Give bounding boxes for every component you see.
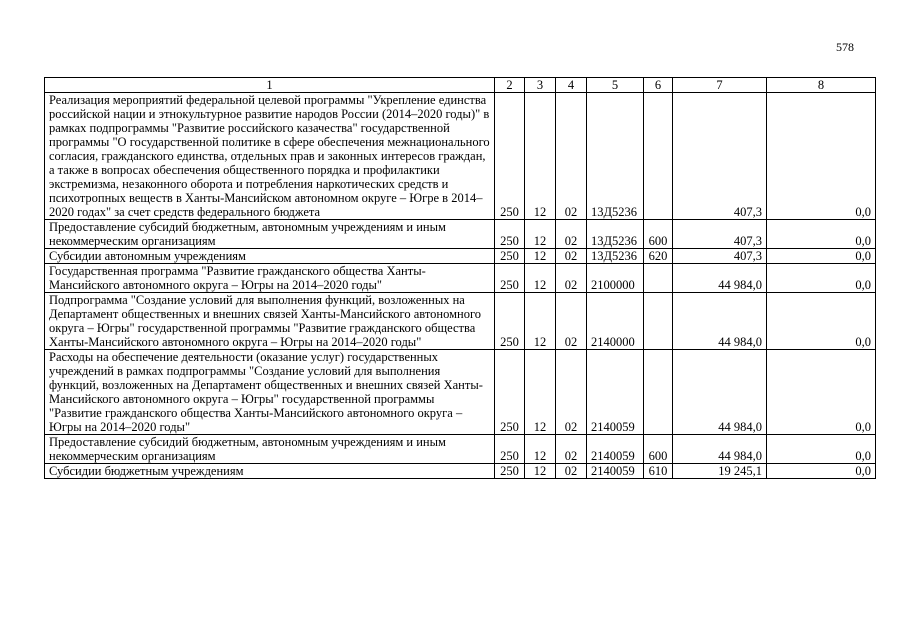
section-code: 12 (525, 220, 556, 249)
expense-name: Предоставление субсидий бюджетным, автономным учреждениям и иным некоммерческим организациям (45, 220, 495, 249)
amount: 19 245,1 (673, 464, 767, 479)
expense-type-code (644, 93, 673, 220)
target-article-code: 13Д5236 (587, 220, 644, 249)
section-code: 12 (525, 293, 556, 350)
expense-name: Субсидии автономным учреждениям (45, 249, 495, 264)
federal-amount: 0,0 (767, 435, 876, 464)
table-row (45, 350, 876, 435)
expense-type-code: 620 (644, 249, 673, 264)
federal-amount: 0,0 (767, 93, 876, 220)
amount: 44 984,0 (673, 435, 767, 464)
table-row (45, 264, 876, 293)
expense-type-code (644, 264, 673, 293)
ministry-code: 250 (495, 350, 525, 435)
amount: 407,3 (673, 93, 767, 220)
amount: 407,3 (673, 249, 767, 264)
target-article-code: 2140059 (587, 435, 644, 464)
header-cell-8: 8 (767, 78, 876, 93)
header-cell-3: 3 (525, 78, 556, 93)
expense-type-code (644, 293, 673, 350)
target-article-code: 2140059 (587, 464, 644, 479)
page-number: 578 (836, 40, 854, 54)
table-header-row (45, 78, 876, 93)
header-cell-5: 5 (587, 78, 644, 93)
header-cell-6: 6 (644, 78, 673, 93)
section-code: 12 (525, 93, 556, 220)
header-cell-1: 1 (45, 78, 495, 93)
subsection-code: 02 (556, 350, 587, 435)
ministry-code: 250 (495, 293, 525, 350)
federal-amount: 0,0 (767, 220, 876, 249)
subsection-code: 02 (556, 249, 587, 264)
federal-amount: 0,0 (767, 350, 876, 435)
expense-type-code: 600 (644, 220, 673, 249)
subsection-code: 02 (556, 93, 587, 220)
amount: 44 984,0 (673, 350, 767, 435)
federal-amount: 0,0 (767, 249, 876, 264)
header-cell-7: 7 (673, 78, 767, 93)
section-code: 12 (525, 350, 556, 435)
subsection-code: 02 (556, 220, 587, 249)
subsection-code: 02 (556, 464, 587, 479)
section-code: 12 (525, 435, 556, 464)
federal-amount: 0,0 (767, 293, 876, 350)
ministry-code: 250 (495, 249, 525, 264)
federal-amount: 0,0 (767, 464, 876, 479)
budget-table (44, 77, 876, 479)
target-article-code: 2100000 (587, 264, 644, 293)
table-row (45, 220, 876, 249)
expense-type-code: 600 (644, 435, 673, 464)
section-code: 12 (525, 249, 556, 264)
expense-name: Подпрограмма "Создание условий для выполнения функций, возложенных на Департамент общественных и внешних связей Ханты-Мансийского автономного округа – Югры" государственной программы "Развитие гражданского общества Ханты-Мансийского автономного округа – Югры на 2014–2020 годы" (45, 293, 495, 350)
ministry-code: 250 (495, 435, 525, 464)
header-cell-2: 2 (495, 78, 525, 93)
expense-type-code: 610 (644, 464, 673, 479)
target-article-code: 13Д5236 (587, 93, 644, 220)
amount: 44 984,0 (673, 264, 767, 293)
amount: 44 984,0 (673, 293, 767, 350)
expense-name: Расходы на обеспечение деятельности (оказание услуг) государственных учреждений в рамках подпрограммы "Создание условий для выполнения функций, возложенных на Департамент общественных и внешних связей Ханты-Мансийского автономного округа – Югры" государственной программы "Развитие гражданского общества Ханты-Мансийского автономного округа – Югры на 2014–2020 годы" (45, 350, 495, 435)
header-cell-4: 4 (556, 78, 587, 93)
section-code: 12 (525, 464, 556, 479)
table-row (45, 435, 876, 464)
subsection-code: 02 (556, 435, 587, 464)
ministry-code: 250 (495, 264, 525, 293)
federal-amount: 0,0 (767, 264, 876, 293)
ministry-code: 250 (495, 464, 525, 479)
table-row (45, 464, 876, 479)
section-code: 12 (525, 264, 556, 293)
expense-name: Субсидии бюджетным учреждениям (45, 464, 495, 479)
table-row (45, 293, 876, 350)
ministry-code: 250 (495, 93, 525, 220)
expense-name: Предоставление субсидий бюджетным, автономным учреждениям и иным некоммерческим организациям (45, 435, 495, 464)
target-article-code: 2140000 (587, 293, 644, 350)
target-article-code: 2140059 (587, 350, 644, 435)
subsection-code: 02 (556, 264, 587, 293)
table-row (45, 93, 876, 220)
expense-name: Государственная программа "Развитие гражданского общества Ханты-Мансийского автономного округа – Югры на 2014–2020 годы" (45, 264, 495, 293)
amount: 407,3 (673, 220, 767, 249)
table-row (45, 249, 876, 264)
expense-name: Реализация мероприятий федеральной целевой программы "Укрепление единства российской нации и этнокультурное развитие народов России (2014–2020 годы)" в рамках подпрограммы "Развитие российского казачества" государственной программы "О государственной политике в сфере обеспечения межнационального согласия, гражданского единства, отдельных прав и законных интересов граждан, а также в вопросах обеспечения общественного порядка и профилактики экстремизма, незаконного оборота и потребления наркотических средств и психотропных веществ в Ханты-Мансийском автономном округе – Югре в 2014–2020 годах" за счет средств федерального бюджета (45, 93, 495, 220)
subsection-code: 02 (556, 293, 587, 350)
expense-type-code (644, 350, 673, 435)
target-article-code: 13Д5236 (587, 249, 644, 264)
ministry-code: 250 (495, 220, 525, 249)
